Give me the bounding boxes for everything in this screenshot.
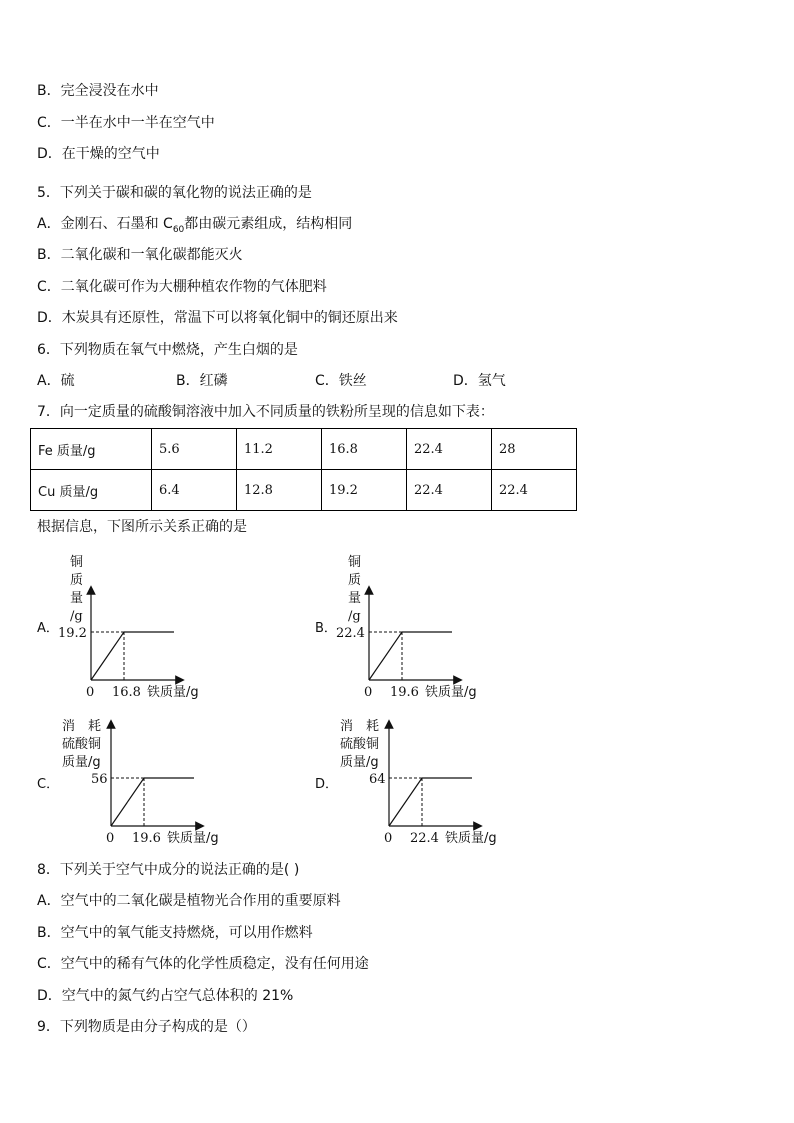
x-axis-label: 铁质量/g (445, 831, 497, 846)
y-label-line: 消 耗 (62, 719, 102, 734)
q5-stem: 5．下列关于碳和碳的氧化物的说法正确的是 (37, 185, 312, 201)
y-label-line: 质 (348, 573, 362, 588)
y-tick-label: 22.4 (336, 626, 365, 641)
q7-data-table (30, 428, 577, 511)
q9-stem: 9．下列物质是由分子构成的是（） (37, 1019, 256, 1035)
option-letter: C． (37, 777, 60, 792)
prev-option-c: C．一半在水中一半在空气中 (37, 115, 215, 131)
y-label-line: /g (348, 609, 361, 624)
y-label-line: 铜 (70, 555, 84, 570)
table-row (31, 429, 577, 470)
q5-option-d: D．木炭具有还原性，常温下可以将氧化铜中的铜还原出来 (37, 310, 398, 326)
table-cell: 6.4 (152, 470, 237, 511)
y-label-line: 铜 (348, 555, 362, 570)
q8-option-d: D．空气中的氮气约占空气总体积的 21% (37, 988, 294, 1004)
y-label-line: 质量/g (340, 755, 379, 770)
y-label-line: 量 (348, 591, 362, 606)
q8-option-b: B．空气中的氧气能支持燃烧，可以用作燃料 (37, 925, 313, 941)
row-header: Cu 质量/g (31, 470, 152, 511)
q7-stem: 7．向一定质量的硫酸铜溶液中加入不同质量的铁粉所呈现的信息如下表： (37, 404, 494, 420)
q5-option-a: A．金刚石、石墨和 $C_{60}$都由碳元素组成，结构相同 (37, 216, 353, 235)
y-label-line: 硫酸铜 (340, 737, 380, 752)
y-tick-label: 64 (369, 772, 386, 787)
q6-option-c: C．铁丝 (315, 373, 367, 389)
origin-label: 0 (86, 685, 95, 700)
y-label-line: 量 (70, 591, 84, 606)
row-header: Fe 质量/g (31, 429, 152, 470)
rising-line (91, 632, 124, 680)
y-label-line: /g (70, 609, 83, 624)
x-tick-label: 22.4 (410, 831, 439, 846)
x-tick-label: 16.8 (112, 685, 141, 700)
origin-label: 0 (364, 685, 373, 700)
y-label-line: 质 (70, 573, 84, 588)
table-cell: 28 (492, 429, 577, 470)
y-tick-label: 56 (91, 772, 108, 787)
table-cell: 22.4 (407, 429, 492, 470)
table-cell: 16.8 (322, 429, 407, 470)
y-tick-label: 19.2 (58, 626, 87, 641)
table-cell: 22.4 (492, 470, 577, 511)
option-letter: B． (315, 621, 337, 636)
table-cell: 5.6 (152, 429, 237, 470)
table-row (31, 470, 577, 511)
x-tick-label: 19.6 (390, 685, 419, 700)
graph-b (308, 548, 508, 703)
prev-option-b: B．完全浸没在水中 (37, 83, 159, 99)
option-letter: D． (315, 777, 339, 792)
q6-option-d: D．氢气 (453, 373, 506, 389)
y-label-line: 硫酸铜 (62, 737, 102, 752)
x-axis-label: 铁质量/g (425, 685, 477, 700)
y-label-line: 质量/g (62, 755, 101, 770)
q6-option-a: A．硫 (37, 373, 75, 389)
q8-option-a: A．空气中的二氧化碳是植物光合作用的重要原料 (37, 893, 341, 909)
rising-line (369, 632, 402, 680)
x-tick-label: 19.6 (132, 831, 161, 846)
prev-option-d: D．在干燥的空气中 (37, 146, 160, 162)
table-cell: 22.4 (407, 470, 492, 511)
q5-option-c: C．二氧化碳可作为大棚种植农作物的气体肥料 (37, 279, 327, 295)
option-letter: A． (37, 621, 59, 636)
graph-a (30, 548, 230, 703)
rising-line (111, 778, 144, 826)
table-cell: 11.2 (237, 429, 322, 470)
q8-stem: 8．下列关于空气中成分的说法正确的是( ) (37, 862, 300, 878)
q7-prompt: 根据信息，下图所示关系正确的是 (37, 519, 247, 535)
x-axis-label: 铁质量/g (147, 685, 199, 700)
graph-d (308, 712, 528, 852)
q5-option-b: B．二氧化碳和一氧化碳都能灭火 (37, 247, 243, 263)
q8-option-c: C．空气中的稀有气体的化学性质稳定，没有任何用途 (37, 956, 369, 972)
q6-stem: 6．下列物质在氧气中燃烧，产生白烟的是 (37, 342, 298, 358)
origin-label: 0 (384, 831, 393, 846)
graph-c (30, 712, 250, 852)
q6-option-b: B．红磷 (176, 373, 228, 389)
table-cell: 19.2 (322, 470, 407, 511)
table-cell: 12.8 (237, 470, 322, 511)
x-axis-label: 铁质量/g (167, 831, 219, 846)
rising-line (389, 778, 422, 826)
origin-label: 0 (106, 831, 115, 846)
y-label-line: 消 耗 (340, 719, 380, 734)
